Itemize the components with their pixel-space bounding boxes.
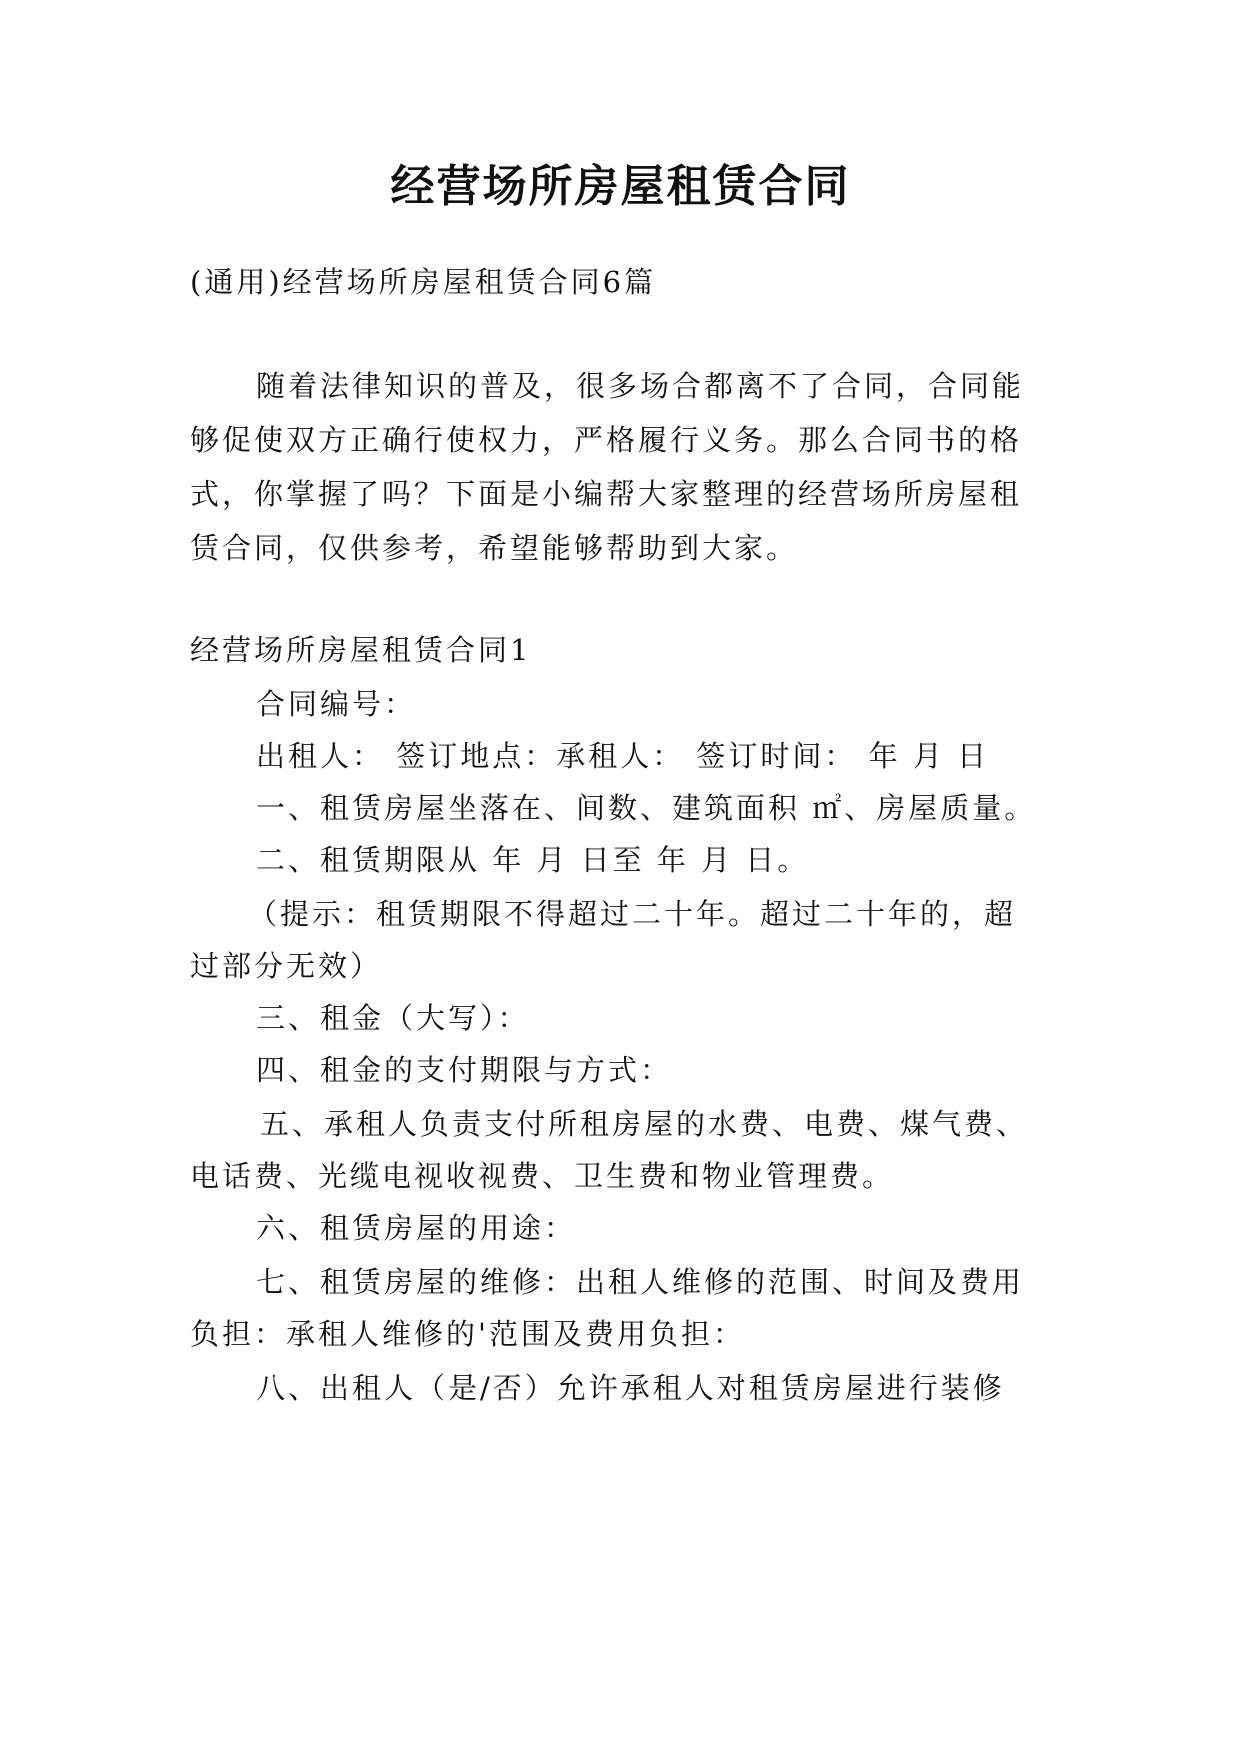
body-line: 出租人： 签订地点：承租人： 签订时间： 年 月 日 xyxy=(256,739,990,773)
intro-line: 随着法律知识的普及，很多场合都离不了合同，合同能 xyxy=(256,369,1025,403)
body-line: 七、租赁房屋的维修：出租人维修的范围、时间及费用 xyxy=(256,1265,1025,1299)
body-line: 八、出租人（是/否）允许承租人对租赁房屋进行装修 xyxy=(256,1371,1005,1405)
body-line: 过部分无效） xyxy=(190,949,383,983)
document-subtitle: (通用)经营场所房屋租赁合同6篇 xyxy=(190,265,657,299)
body-line: （提示：租赁期限不得超过二十年。超过二十年的，超 xyxy=(248,897,1017,931)
body-line: 六、租赁房屋的用途： xyxy=(256,1211,577,1245)
body-line: 五、承租人负责支付所租房屋的水费、电费、煤气费、 xyxy=(260,1107,1029,1141)
body-line: 负担：承租人维修的'范围及费用负担： xyxy=(190,1317,745,1351)
body-line: 二、租赁期限从 年 月 日至 年 月 日。 xyxy=(256,843,810,877)
intro-line: 赁合同，仅供参考，希望能够帮助到大家。 xyxy=(190,531,799,565)
intro-line: 够促使双方正确行使权力，严格履行义务。那么合同书的格 xyxy=(190,423,1023,457)
intro-line: 式，你掌握了吗？下面是小编帮大家整理的经营场所房屋租 xyxy=(190,477,1023,511)
body-line: 四、租金的支付期限与方式： xyxy=(256,1053,673,1087)
body-line: 三、租金（大写）： xyxy=(256,1001,530,1035)
document-title: 经营场所房屋租赁合同 xyxy=(390,161,851,212)
section-heading: 经营场所房屋租赁合同1 xyxy=(190,633,532,667)
body-line: 合同编号： xyxy=(256,687,417,721)
body-line: 一、租赁房屋坐落在、间数、建筑面积 ㎡、房屋质量。 xyxy=(256,791,1037,825)
body-line: 电话费、光缆电视收视费、卫生费和物业管理费。 xyxy=(190,1159,895,1193)
